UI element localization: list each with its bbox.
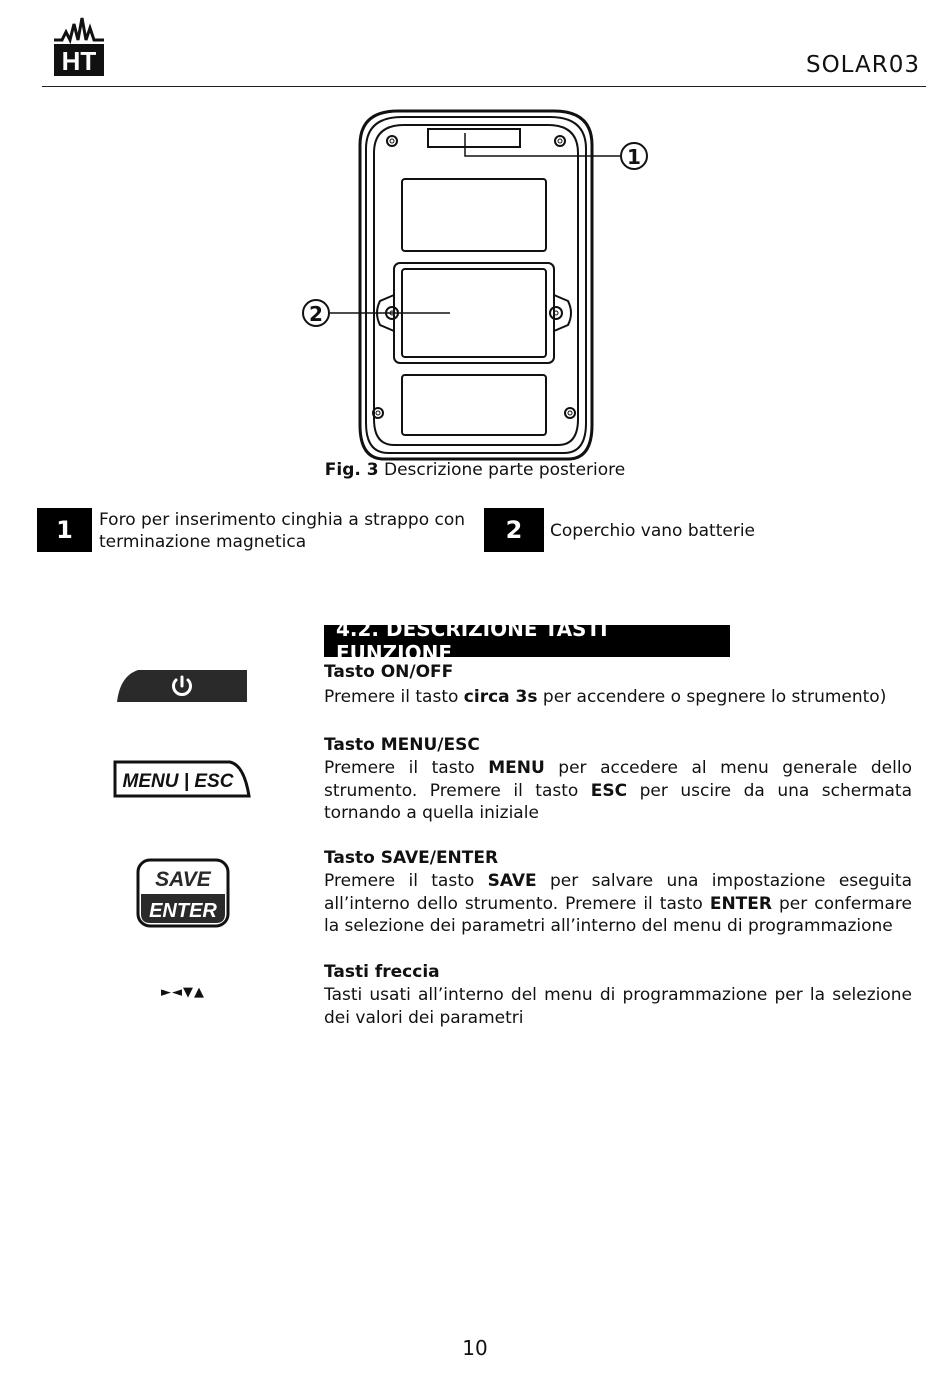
header-divider: [42, 86, 926, 87]
figure-caption-label: Fig. 3: [324, 460, 379, 480]
desc-run: MENU: [488, 758, 545, 778]
desc-run: per accedere al menu generale dello strumento. Premere il tasto: [324, 758, 912, 801]
key-title-save-enter: Tasto SAVE/ENTER: [324, 848, 499, 868]
desc-run: Premere il tasto: [324, 687, 464, 707]
desc-run: circa 3s: [463, 687, 538, 707]
menu-esc-key-label: MENU | ESC: [122, 771, 234, 792]
section-heading: 4.2. DESCRIZIONE TASTI FUNZIONE: [324, 625, 730, 657]
desc-run: SAVE: [487, 871, 537, 891]
desc-run: per uscire da una schermata tornando a quella iniziale: [324, 780, 912, 823]
desc-run: Premere il tasto: [324, 871, 488, 891]
desc-run: per accendere o spegnere lo strumento): [537, 687, 887, 707]
legend-number-1: 1: [37, 508, 92, 552]
desc-run: Tasti usati all’interno del menu di programmazione per la selezione dei valori dei parametri: [324, 985, 912, 1028]
device-rear-figure: [298, 105, 658, 465]
key-desc-arrows: [324, 984, 912, 1029]
key-title-arrows: Tasti freccia: [324, 962, 440, 982]
callout-1: 1: [627, 145, 641, 169]
key-desc-onoff: [324, 686, 912, 709]
save-enter-key-icon: [136, 858, 230, 928]
save-key-label: SAVE: [155, 868, 211, 891]
arrow-keys-icon: ►◄▼▲: [161, 985, 205, 1000]
figure-caption: [0, 460, 950, 480]
legend-text-1: Foro per inserimento cinghia a strappo con terminazione magnetica: [99, 510, 466, 552]
power-icon: [116, 668, 248, 704]
key-title-onoff: Tasto ON/OFF: [324, 662, 454, 682]
desc-run: per confermare la selezione dei parametri all’interno del menu di programmazione: [324, 893, 912, 936]
document-title: SOLAR03: [805, 52, 920, 78]
figure-caption-text: Descrizione parte posteriore: [383, 460, 626, 480]
logo-text: HT: [61, 46, 97, 76]
ht-logo: [48, 10, 112, 80]
desc-run: ENTER: [709, 893, 772, 914]
legend-text-2: Coperchio vano batterie: [550, 521, 756, 541]
enter-key-label: ENTER: [149, 900, 217, 922]
page-number: 10: [462, 1336, 488, 1360]
desc-run: per salvare una impostazione eseguita all’interno dello strumento. Premere il tasto: [324, 871, 912, 914]
legend-number-2: 2: [484, 508, 544, 552]
key-title-menu-esc: Tasto MENU/ESC: [324, 735, 480, 755]
key-desc-save-enter: [324, 870, 912, 938]
desc-run: Premere il tasto: [324, 758, 489, 778]
key-desc-menu-esc: [324, 757, 912, 825]
desc-run: ESC: [590, 780, 628, 801]
callout-2: 2: [309, 302, 323, 326]
menu-esc-key-icon: [112, 759, 252, 799]
